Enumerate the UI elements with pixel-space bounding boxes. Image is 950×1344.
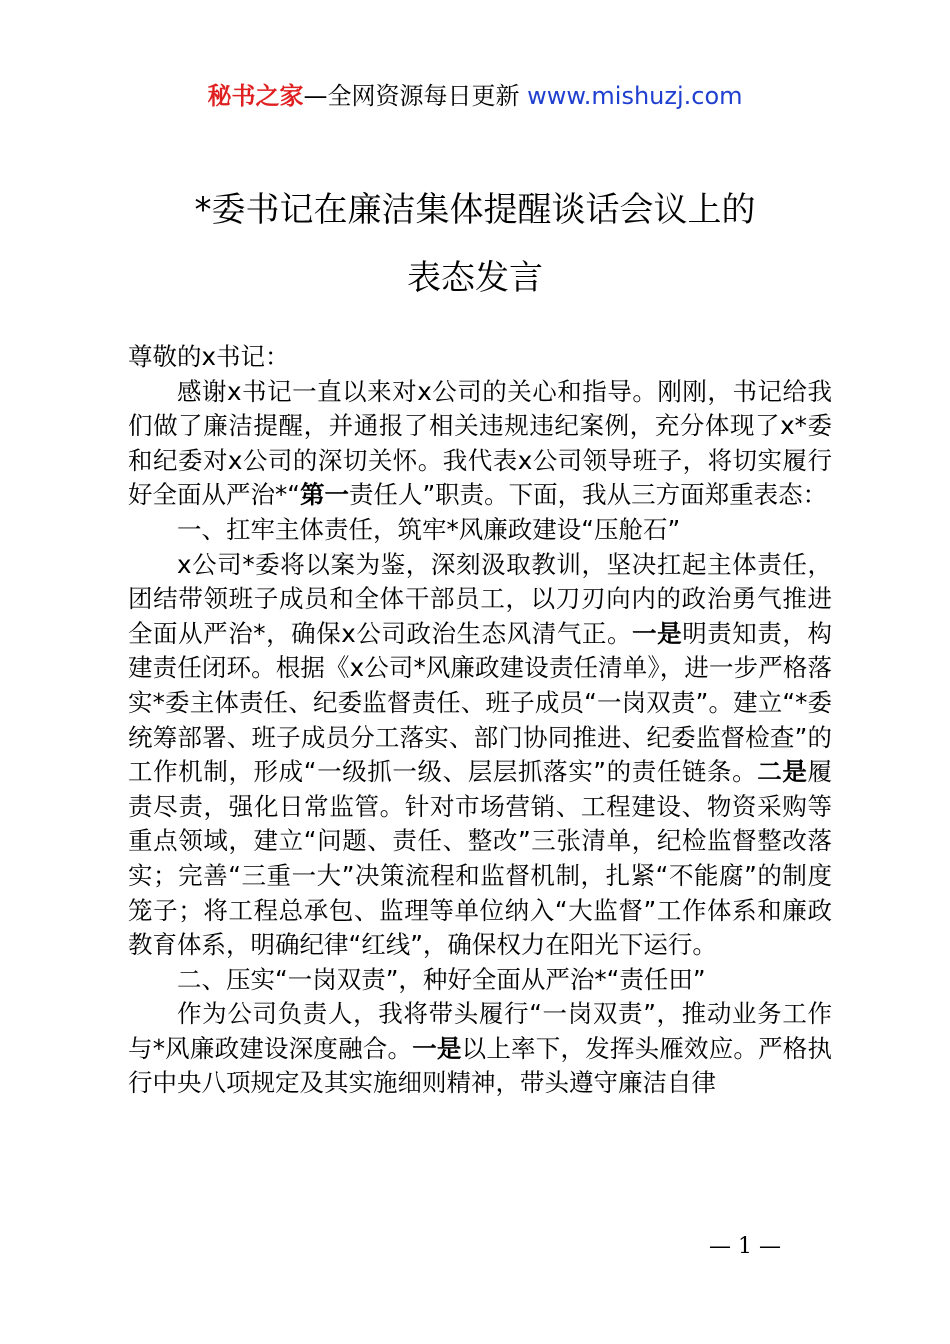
site-banner bbox=[0, 80, 950, 112]
banner-tagline: —全网资源每日更新 bbox=[303, 82, 528, 110]
document-title-line-2: 表态发言 bbox=[407, 258, 543, 298]
document-title-line-1: *委书记在廉洁集体提醒谈话会议上的 bbox=[194, 190, 756, 230]
paragraph-section-2 bbox=[128, 997, 832, 1101]
paragraph-text: 履责尽责，强化日常监管。针对市场营销、工程建设、物资采购等重点领域，建立“问题、责任、整改”三张清单，纪检监督整改落实；完善“三重一大”决策流程和监督机制，扎紧“不能腐”的制度笼子；将工程总承包、监理等单位纳入“大监督”工作体系和廉政教育体系，明确纪律“红线”，确保权力在阳光下运行。 bbox=[128, 757, 833, 960]
section-heading-1: 一、扛牢主体责任，筑牢*风廉政建设“压舱石” bbox=[177, 514, 681, 544]
paragraph-text: 明责知责，构建责任闭环。根据《x公司*风廉政建设责任清单》，进一步严格落实*委主体责任、纪委监督责任、班子成员“一岗双责”。建立“*委统筹部署、班子成员分工落实、部门协同推进、纪委监督检查”的工作机制，形成“一级抓一级、层层抓落实”的责任链条。 bbox=[128, 618, 832, 787]
site-url-link[interactable]: www.mishuzj.com bbox=[527, 82, 743, 110]
paragraph-text: 作为公司负责人，我将带头履行“一岗双责”，推动业务工作与*风廉政建设深度融合。 bbox=[128, 999, 832, 1063]
bold-phrase: 二是 bbox=[757, 757, 808, 787]
paragraph-text: 感谢x书记一直以来对x公司的关心和指导。刚刚，书记给我们做了廉洁提醒，并通报了相关违规违纪案例，充分体现了x*委和纪委对x公司的深切关怀。我代表x公司领导班子，将切实履行好全面从严治*“ bbox=[128, 376, 832, 510]
bold-phrase: 一是 bbox=[412, 1033, 462, 1063]
section-heading-2: 二、压实“一岗双责”，种好全面从严治*“责任田” bbox=[177, 964, 706, 994]
paragraph-text: x公司*委将以案为鉴，深刻汲取教训，坚决扛起主体责任，团结带领班子成员和全体干部员工，以刀刃向内的政治勇气推进全面从严治*，确保x公司政治生态风清气正。 bbox=[128, 549, 832, 648]
page-number: — 1 — bbox=[709, 1234, 781, 1259]
bold-phrase: 一是 bbox=[632, 618, 683, 648]
paragraph-section-1 bbox=[128, 548, 832, 963]
brand-name: 秘书之家 bbox=[207, 82, 304, 110]
salutation: 尊敬的x书记： bbox=[128, 342, 290, 371]
paragraph-text: 以上率下，发挥头雁效应。严格执行中央八项规定及其实施细则精神，带头遵守廉洁自律 bbox=[128, 1033, 833, 1098]
bold-phrase: 第一 bbox=[299, 480, 349, 510]
paragraph-text: 责任人”职责。下面，我从三方面郑重表态： bbox=[348, 480, 828, 510]
paragraph-intro bbox=[128, 375, 832, 513]
document-body bbox=[128, 340, 832, 1101]
